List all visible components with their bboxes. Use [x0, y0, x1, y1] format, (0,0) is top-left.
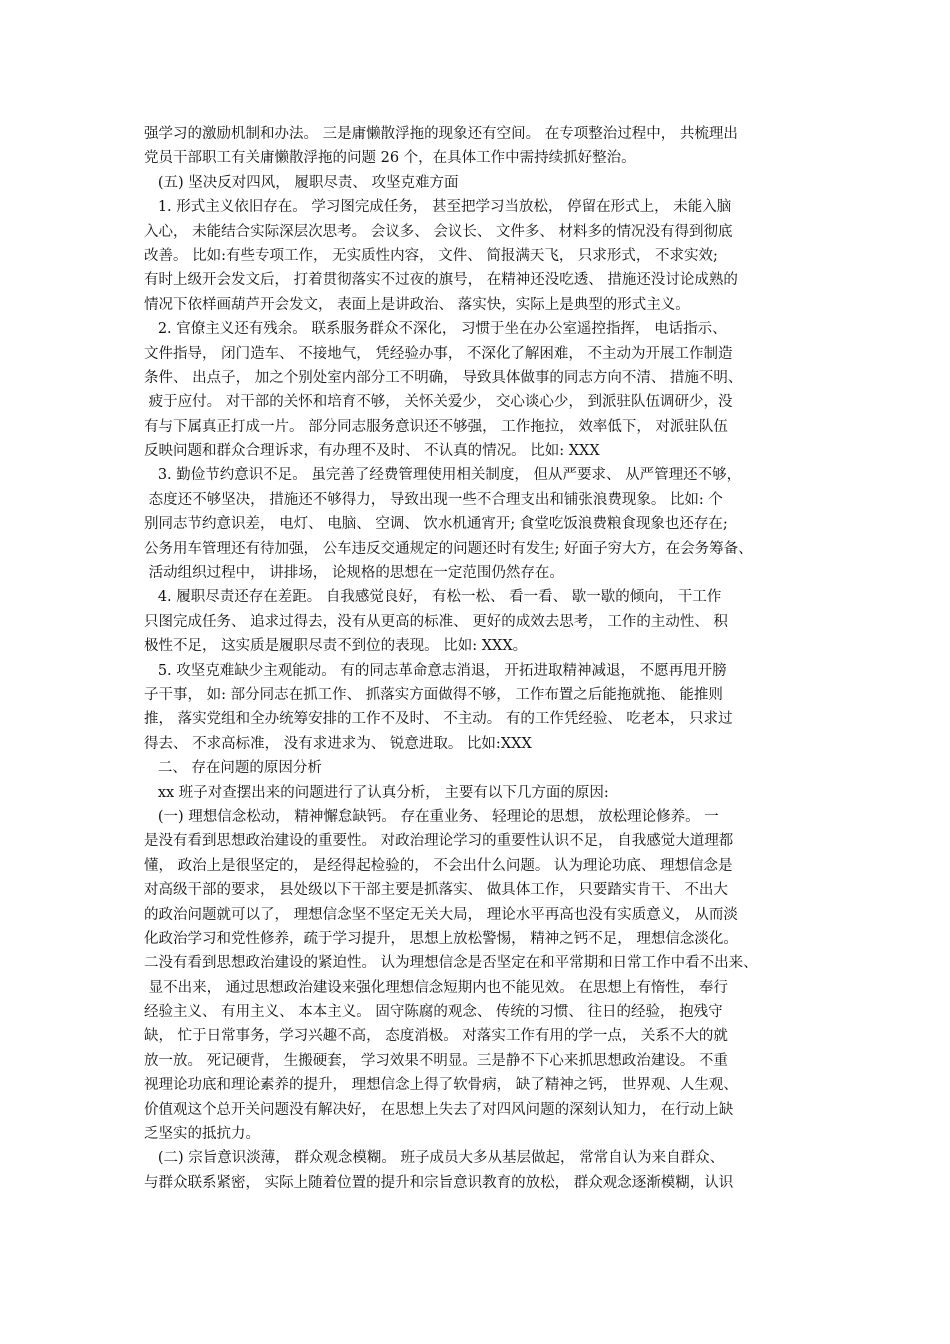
- text-line: 有时上级开会发文后， 打着贯彻落实不过夜的旗号， 在精神还没吃透、 措施还没讨论成熟的: [144, 272, 738, 289]
- text-line: 别同志节约意识差， 电灯、 电脑、 空调、 饮水机通宵开; 食堂吃饭浪费粮食现象也还存在;: [144, 516, 728, 533]
- body-text: [144, 122, 816, 1195]
- text-line: 缺， 忙于日常事务，学习兴趣不高， 态度消极。 对落实工作有用的学一点， 关系不大的就: [144, 1028, 728, 1045]
- text-line: 得去、 不求高标准， 没有求进求为、 锐意进取。 比如:XXX: [144, 735, 532, 752]
- text-line: 改善。 比如:有些专项工作， 无实质性内容， 文件、 简报满天飞， 只求形式， 不求实效;: [144, 247, 718, 264]
- text-line: 4. 履职尽责还存在差距。 自我感觉良好， 有松一松、 看一看、 歇一歇的倾向， 干工作: [144, 589, 722, 606]
- text-line: (五) 坚决反对四风， 履职尽责、 攻坚克难方面: [144, 174, 459, 191]
- text-line: (二) 宗旨意识淡薄， 群众观念模糊。 班子成员大多从基层做起， 常常自认为来自群众、: [144, 1150, 725, 1167]
- text-line: 是没有看到思想政治建设的重要性。 对政治理论学习的重要性认识不足， 自我感觉大道理都: [144, 833, 734, 850]
- text-line: 显不出来， 通过思想政治建设来强化理想信念短期内也不能见效。 在思想上有惰性， 奉行: [144, 979, 728, 996]
- text-line: 5. 攻坚克难缺少主观能动。 有的同志革命意志消退， 开拓进取精神减退， 不愿再甩开膀: [144, 662, 727, 679]
- text-line: 乏坚实的抵抗力。: [144, 1126, 260, 1143]
- text-line: 2. 官僚主义还有残余。 联系服务群众不深化， 习惯于坐在办公室遥控指挥， 电话指示、: [144, 321, 727, 338]
- text-line: 反映问题和群众合理诉求，有办理不及时、 不认真的情况。 比如: XXX: [144, 443, 600, 460]
- text-line: 放一放。 死记硬背， 生搬硬套， 学习效果不明显。三是静不下心来抓思想政治建设。 不重: [144, 1052, 728, 1069]
- text-line: 强学习的激励机制和办法。 三是庸懒散浮拖的现象还有空间。 在专项整治过程中， 共梳理出: [144, 126, 738, 142]
- text-line: 视理论功底和理论素养的提升， 理想信念上得了软骨病， 缺了精神之钙， 世界观、人生观、: [144, 1077, 738, 1094]
- text-line: 二、 存在问题的原因分析: [144, 760, 322, 777]
- text-line: 党员干部职工有关庸懒散浮拖的问题 26 个，在具体工作中需持续抓好整治。: [144, 150, 636, 167]
- text-line: 有与下属真正打成一片。 部分同志服务意识还不够强， 工作拖拉， 效率低下， 对派驻队伍: [144, 418, 728, 435]
- text-line: 化政治学习和党性修养，疏于学习提升， 思想上放松警惕， 精神之钙不足， 理想信念淡化。: [144, 930, 738, 947]
- text-line: 条件、 出点子， 加之个别处室内部分工不明确， 导致具体做事的同志方向不清、 措施不明、: [144, 369, 743, 386]
- text-line: 二没有看到思想政治建设的紧迫性。 认为理想信念是否坚定在和平常期和日常工作中看不出来、: [144, 955, 758, 972]
- text-line: 活动组织过程中， 讲排场， 论规格的思想在一定范围仍然存在。: [144, 565, 564, 582]
- text-line: 文件指导， 闭门造车、 不接地气， 凭经验办事， 不深化了解困难， 不主动为开展工作制造: [144, 345, 733, 362]
- text-line: 的政治问题就可以了， 理想信念坚不坚定无关大局， 理论水平再高也没有实质意义， 从而淡: [144, 906, 738, 923]
- text-line: 态度还不够坚决， 措施还不够得力， 导致出现一些不合理支出和铺张浪费现象。 比如: 个: [144, 491, 723, 508]
- text-line: xx 班子对查摆出来的问题进行了认真分析， 主要有以下几方面的原因:: [144, 784, 609, 801]
- text-line: 只图完成任务、 追求过得去，没有从更高的标准、 更好的成效去思考， 工作的主动性、 积: [144, 613, 728, 630]
- text-line: 入心， 未能结合实际深层次思考。 会议多、 会议长、 文件多、 材料多的情况没有得到彻底: [144, 223, 733, 240]
- text-line: 与群众联系紧密， 实际上随着位置的提升和宗旨意识教育的放松， 群众观念逐渐模糊，认识: [144, 1174, 734, 1191]
- text-line: 经验主义、 有用主义、 本本主义。 固守陈腐的观念、 传统的习惯、 往日的经验， 抱残守: [144, 1004, 723, 1021]
- text-line: 对高级干部的要求， 县处级以下干部主要是抓落实、 做具体工作， 只要踏实肯干、 不出大: [144, 882, 728, 899]
- text-line: 3. 勤俭节约意识不足。 虽完善了经费管理使用相关制度， 但从严要求、 从严管理还不够，: [144, 467, 742, 484]
- text-line: 情况下依样画葫芦开会发文， 表面上是讲政治、 落实快，实际上是典型的形式主义。: [144, 296, 690, 313]
- text-line: 价值观这个总开关问题没有解决好， 在思想上失去了对四风问题的深刻认知力， 在行动上缺: [144, 1101, 734, 1118]
- text-line: 极性不足， 这实质是履职尽责不到位的表现。 比如: XXX。: [144, 638, 528, 655]
- text-line: 推， 落实党组和全办统筹安排的工作不及时、 不主动。 有的工作凭经验、 吃老本， 只求过: [144, 711, 733, 728]
- text-line: 疲于应付。 对干部的关怀和培育不够， 关怀关爱少， 交心谈心少， 到派驻队伍调研少，没: [144, 394, 733, 411]
- text-line: 1. 形式主义依旧存在。 学习图完成任务， 甚至把学习当放松， 停留在形式上， 未能入脑: [144, 199, 732, 216]
- text-line: 子干事， 如: 部分同志在抓工作、 抓落实方面做得不够， 工作布置之后能拖就拖、 能推则: [144, 686, 723, 703]
- text-line: 公务用车管理还有待加强， 公车违反交通规定的问题还时有发生; 好面子穷大方，在会务筹备、: [144, 540, 753, 557]
- text-line: (一) 理想信念松动， 精神懈怠缺钙。 存在重业务、 轻理论的思想， 放松理论修养。 一: [144, 808, 719, 825]
- text-line: 懂， 政治上是很坚定的， 是经得起检验的， 不会出什么问题。 认为理论功底、 理想信念是: [144, 857, 733, 874]
